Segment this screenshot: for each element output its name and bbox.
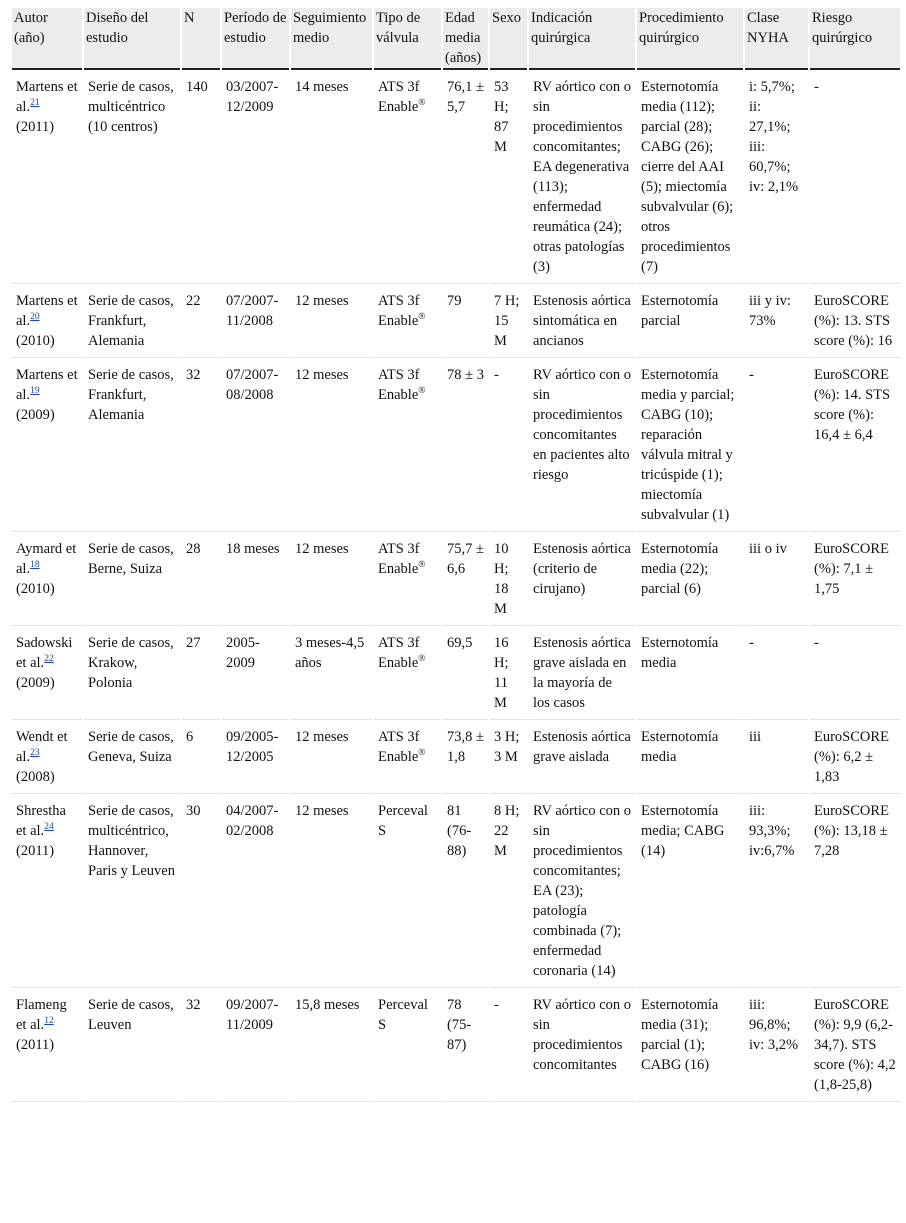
procedure-cell: Esternotomía media (31); parcial (1); CABG (16) — [637, 988, 743, 1102]
col-header-risk: Riesgo quirúrgico — [810, 8, 900, 70]
col-header-design: Diseño del estudio — [84, 8, 180, 70]
reference-link[interactable]: 19 — [30, 386, 40, 397]
period-cell: 2005-2009 — [222, 626, 289, 720]
reference-link[interactable]: 24 — [44, 822, 54, 833]
author-cell — [12, 358, 82, 532]
table-row — [12, 720, 900, 794]
period-cell: 09/2007-11/2009 — [222, 988, 289, 1102]
author-year: (2008) — [16, 769, 55, 785]
col-header-valve: Tipo de válvula — [374, 8, 441, 70]
followup-cell: 12 meses — [291, 720, 372, 794]
valve-name: ATS 3f Enable — [378, 79, 420, 115]
sex-cell: - — [490, 988, 527, 1102]
nyha-cell: iii: 93,3%; iv:6,7% — [745, 794, 808, 988]
col-header-author: Autor (año) — [12, 8, 82, 70]
author-name: Wendt et al. — [16, 729, 68, 765]
design-cell: Serie de casos, Frankfurt, Alemania — [84, 284, 180, 358]
studies-table — [10, 8, 902, 1102]
author-name: Martens et al. — [16, 79, 78, 115]
valve-name: ATS 3f Enable — [378, 729, 420, 765]
risk-cell: - — [810, 70, 900, 284]
indication-cell: RV aórtico con o sin procedimientos concomitantes; EA degenerativa (113); enfermedad reumática (24); otras patologías (3) — [529, 70, 635, 284]
header-row — [12, 8, 900, 70]
valve-name: ATS 3f Enable — [378, 293, 420, 329]
valve-name: Perceval S — [378, 803, 428, 839]
registered-mark: ® — [418, 560, 426, 571]
followup-cell: 12 meses — [291, 532, 372, 626]
indication-cell: RV aórtico con o sin procedimientos concomitantes — [529, 988, 635, 1102]
author-year: (2009) — [16, 675, 55, 691]
registered-mark: ® — [418, 748, 426, 759]
design-cell: Serie de casos, Berne, Suiza — [84, 532, 180, 626]
period-cell: 07/2007-08/2008 — [222, 358, 289, 532]
author-name: Sadowski et al. — [16, 635, 73, 671]
author-year: (2010) — [16, 333, 55, 349]
valve-cell — [374, 284, 441, 358]
indication-cell: Estenosis aórtica grave aislada — [529, 720, 635, 794]
col-header-n: N — [182, 8, 220, 70]
age-cell: 75,7 ± 6,6 — [443, 532, 488, 626]
valve-cell — [374, 794, 441, 988]
author-year: (2011) — [16, 1037, 55, 1053]
author-name: Flameng et al. — [16, 997, 67, 1033]
indication-cell: RV aórtico con o sin procedimientos concomitantes en pacientes alto riesgo — [529, 358, 635, 532]
risk-cell: EuroSCORE (%): 13,18 ± 7,28 — [810, 794, 900, 988]
valve-cell — [374, 70, 441, 284]
valve-cell — [374, 626, 441, 720]
table-row — [12, 358, 900, 532]
n-cell: 28 — [182, 532, 220, 626]
period-cell: 04/2007-02/2008 — [222, 794, 289, 988]
risk-cell: EuroSCORE (%): 6,2 ± 1,83 — [810, 720, 900, 794]
sex-cell: 10 H; 18 M — [490, 532, 527, 626]
period-cell: 07/2007-11/2008 — [222, 284, 289, 358]
design-cell: Serie de casos, Frankfurt, Alemania — [84, 358, 180, 532]
table-row — [12, 626, 900, 720]
procedure-cell: Esternotomía media — [637, 720, 743, 794]
author-cell — [12, 532, 82, 626]
valve-name: ATS 3f Enable — [378, 541, 420, 577]
sex-cell: 16 H; 11 M — [490, 626, 527, 720]
age-cell: 76,1 ± 5,7 — [443, 70, 488, 284]
author-name: Aymard et al. — [16, 541, 77, 577]
followup-cell: 12 meses — [291, 358, 372, 532]
n-cell: 140 — [182, 70, 220, 284]
author-cell — [12, 794, 82, 988]
author-cell — [12, 720, 82, 794]
reference-link[interactable]: 23 — [30, 748, 40, 759]
design-cell: Serie de casos, Leuven — [84, 988, 180, 1102]
table-row — [12, 284, 900, 358]
design-cell: Serie de casos, Geneva, Suiza — [84, 720, 180, 794]
age-cell: 69,5 — [443, 626, 488, 720]
n-cell: 22 — [182, 284, 220, 358]
author-name: Shrestha et al. — [16, 803, 66, 839]
author-cell — [12, 988, 82, 1102]
period-cell: 03/2007-12/2009 — [222, 70, 289, 284]
registered-mark: ® — [418, 654, 426, 665]
col-header-sex: Sexo — [490, 8, 527, 70]
procedure-cell: Esternotomía media (22); parcial (6) — [637, 532, 743, 626]
n-cell: 30 — [182, 794, 220, 988]
followup-cell: 3 meses-4,5 años — [291, 626, 372, 720]
nyha-cell: i: 5,7%; ii: 27,1%; iii: 60,7%; iv: 2,1% — [745, 70, 808, 284]
author-cell — [12, 626, 82, 720]
risk-cell: EuroSCORE (%): 7,1 ± 1,75 — [810, 532, 900, 626]
reference-link[interactable]: 12 — [44, 1016, 54, 1027]
table-row — [12, 532, 900, 626]
table-row — [12, 794, 900, 988]
registered-mark: ® — [418, 98, 426, 109]
nyha-cell: iii: 96,8%; iv: 3,2% — [745, 988, 808, 1102]
col-header-nyha: Clase NYHA — [745, 8, 808, 70]
indication-cell: Estenosis aórtica (criterio de cirujano) — [529, 532, 635, 626]
col-header-indication: Indicación quirúrgica — [529, 8, 635, 70]
reference-link[interactable]: 21 — [30, 98, 40, 109]
author-cell — [12, 284, 82, 358]
risk-cell: EuroSCORE (%): 9,9 (6,2-34,7). STS score (%): 4,2 (1,8-25,8) — [810, 988, 900, 1102]
col-header-period: Período de estudio — [222, 8, 289, 70]
valve-name: Perceval S — [378, 997, 428, 1033]
age-cell: 73,8 ± 1,8 — [443, 720, 488, 794]
procedure-cell: Esternotomía media — [637, 626, 743, 720]
design-cell: Serie de casos, Krakow, Polonia — [84, 626, 180, 720]
author-year: (2009) — [16, 407, 55, 423]
followup-cell: 14 meses — [291, 70, 372, 284]
nyha-cell: iii o iv — [745, 532, 808, 626]
sex-cell: 3 H; 3 M — [490, 720, 527, 794]
sex-cell: 7 H; 15 M — [490, 284, 527, 358]
author-year: (2011) — [16, 843, 55, 859]
sex-cell: 8 H; 22 M — [490, 794, 527, 988]
author-year: (2011) — [16, 119, 55, 135]
design-cell: Serie de casos, multicéntrico (10 centros) — [84, 70, 180, 284]
author-cell — [12, 70, 82, 284]
indication-cell: Estenosis aórtica grave aislada en la mayoría de los casos — [529, 626, 635, 720]
n-cell: 6 — [182, 720, 220, 794]
valve-cell — [374, 358, 441, 532]
followup-cell: 12 meses — [291, 794, 372, 988]
author-year: (2010) — [16, 581, 55, 597]
indication-cell: Estenosis aórtica sintomática en ancianos — [529, 284, 635, 358]
nyha-cell: - — [745, 626, 808, 720]
period-cell: 09/2005-12/2005 — [222, 720, 289, 794]
age-cell: 78 ± 3 — [443, 358, 488, 532]
followup-cell: 15,8 meses — [291, 988, 372, 1102]
table-row — [12, 70, 900, 284]
risk-cell: EuroSCORE (%): 14. STS score (%): 16,4 ± 6,4 — [810, 358, 900, 532]
n-cell: 32 — [182, 988, 220, 1102]
age-cell: 81 (76-88) — [443, 794, 488, 988]
registered-mark: ® — [418, 312, 426, 323]
table-row — [12, 988, 900, 1102]
valve-cell — [374, 720, 441, 794]
indication-cell: RV aórtico con o sin procedimientos concomitantes; EA (23); patología combinada (7); enfermedad coronaria (14) — [529, 794, 635, 988]
reference-link[interactable]: 22 — [44, 654, 54, 665]
risk-cell: - — [810, 626, 900, 720]
followup-cell: 12 meses — [291, 284, 372, 358]
nyha-cell: - — [745, 358, 808, 532]
procedure-cell: Esternotomía parcial — [637, 284, 743, 358]
author-name: Martens et al. — [16, 367, 78, 403]
author-name: Martens et al. — [16, 293, 78, 329]
valve-cell — [374, 988, 441, 1102]
design-cell: Serie de casos, multicéntrico, Hannover, Paris y Leuven — [84, 794, 180, 988]
sex-cell: 53 H; 87 M — [490, 70, 527, 284]
valve-cell — [374, 532, 441, 626]
col-header-followup: Seguimiento medio — [291, 8, 372, 70]
registered-mark: ® — [418, 386, 426, 397]
reference-link[interactable]: 18 — [30, 560, 40, 571]
age-cell: 79 — [443, 284, 488, 358]
col-header-procedure: Procedimiento quirúrgico — [637, 8, 743, 70]
valve-name: ATS 3f Enable — [378, 635, 420, 671]
risk-cell: EuroSCORE (%): 13. STS score (%): 16 — [810, 284, 900, 358]
procedure-cell: Esternotomía media; CABG (14) — [637, 794, 743, 988]
nyha-cell: iii — [745, 720, 808, 794]
reference-link[interactable]: 20 — [30, 312, 40, 323]
sex-cell: - — [490, 358, 527, 532]
procedure-cell: Esternotomía media y parcial; CABG (10); reparación válvula mitral y tricúspide (1); miectomía subvalvular (1) — [637, 358, 743, 532]
procedure-cell: Esternotomía media (112); parcial (28); CABG (26); cierre del AAI (5); miectomía subvalvular (6); otros procedimientos (7) — [637, 70, 743, 284]
col-header-age: Edad media (años) — [443, 8, 488, 70]
period-cell: 18 meses — [222, 532, 289, 626]
age-cell: 78 (75-87) — [443, 988, 488, 1102]
nyha-cell: iii y iv: 73% — [745, 284, 808, 358]
n-cell: 27 — [182, 626, 220, 720]
valve-name: ATS 3f Enable — [378, 367, 420, 403]
n-cell: 32 — [182, 358, 220, 532]
